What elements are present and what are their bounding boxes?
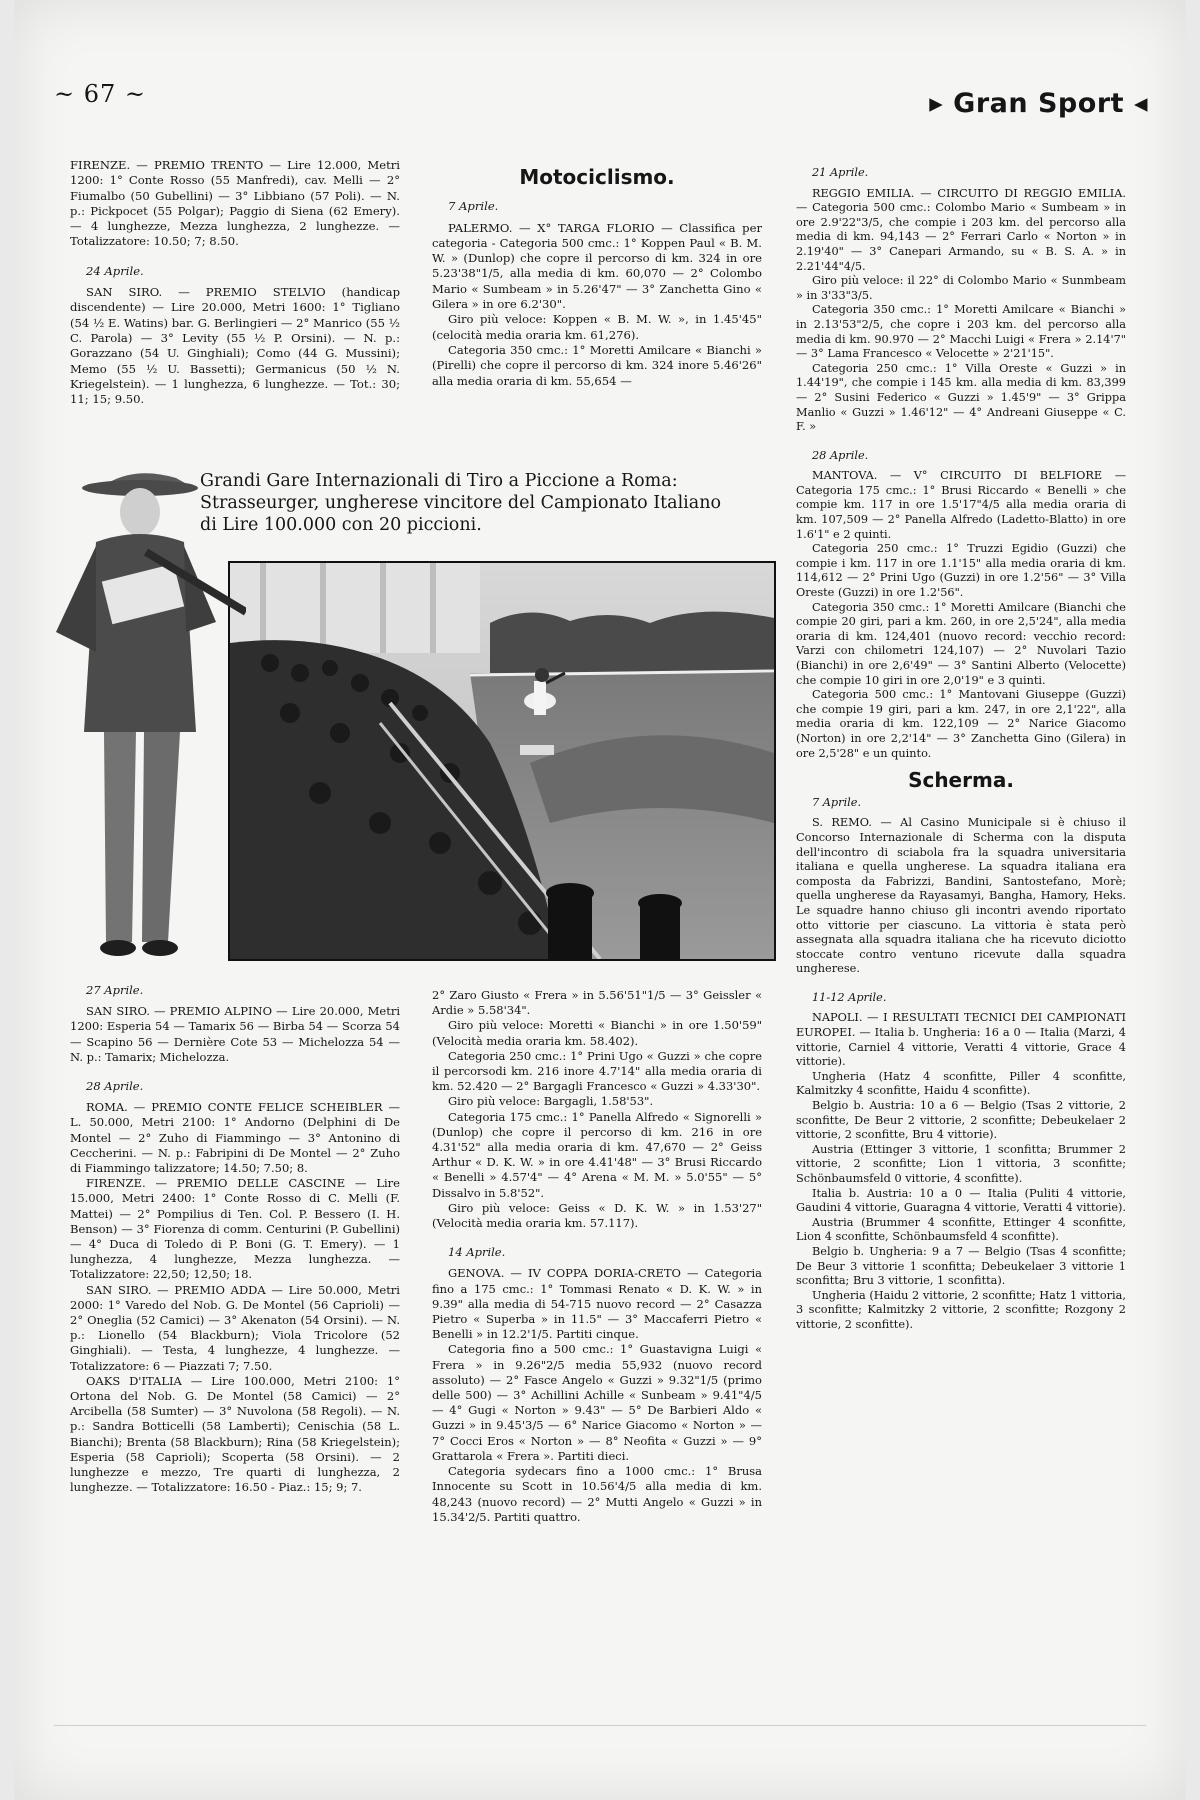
- section-title-scherma: Scherma.: [908, 768, 1014, 793]
- fencing-report: NAPOLI. — I RESULTATI TECNICI DEI CAMPIONATI EUROPEI. — Italia b. Ungheria: 16 a 0 — Italia (Marzi, 4 vittorie, Carniel 4 vittorie, Veratti 4 vittorie, Grace 4 vittorie).: [796, 1011, 1126, 1069]
- fencing-report: S. REMO. — Al Casino Municipale si è chiuso il Concorso Internazionale di Scherma con la disputa dell'incontro di sciabola fra la squadra universitaria italiana e quella ungherese. La squadra italiana era composta da Fabrizzi, Bandini, Santostefano, Morè; quella ungherese da Rayasamyi, Bangha, Hamory, Heks. Le squadre hanno chiuso gli incontri avendo riportato otto vittorie per ciascuno. La vittoria è stata però assegnata alla squadra italiana che ha ricevuto diciotto stoccate contro ventuno ricevute dalla squadra ungherese.: [796, 816, 1126, 976]
- fencing-report: Belgio b. Ungheria: 9 a 7 — Belgio (Tsas 4 sconfitte; De Beur 3 vittorie 1 sconfitta; Debeukelaer 3 vittorie 1 sconfitta; Bru 3 vittorie, 1 sconfitta).: [796, 1244, 1126, 1288]
- column-2-top: [432, 166, 762, 389]
- race-report: Categoria 350 cmc.: 1° Moretti Amilcare « Bianchi » (Pirelli) che copre il percorso di km. 324 inore 5.46'26" alla media oraria di km. 55,654 —: [432, 342, 762, 388]
- race-report: PALERMO. — X° TARGA FLORIO — Classifica per categoria - Categoria 500 cmc.: 1° Koppen Paul « B. M. W. » (Dunlop) che copre il percorso di km. 324 in ore 5.23'38"1/5, alla media di km. 60,070 — 2° Colombo Mario « Sumbeam » in 5.26'47" — 3° Zanchetta Gino « Gilera » in ore 6.2'30".: [432, 220, 762, 312]
- date-heading: 7 Aprile.: [812, 795, 862, 809]
- race-report: Categoria 250 cmc.: 1° Villa Oreste « Guzzi » in 1.44'19", che compie i 145 km. alla media di km. 83,399 — 2° Susini Federico « Guzzi » 1.45'9" — 3° Grippa Manlio « Guzzi » 1.46'12" — 4° Andreani Giuseppe « C. F. »: [796, 361, 1126, 434]
- column-1-bottom: [70, 983, 400, 1496]
- date-heading: 21 Aprile.: [812, 166, 869, 179]
- date-heading: 7 Aprile.: [448, 199, 499, 214]
- photo-headline: Grandi Gare Internazionali di Tiro a Piccione a Roma: Strasseurger, ungherese vincitore del Campionato Italiano di Lire 100.000 con 20 piccioni.: [200, 471, 722, 535]
- shooting-photo: [228, 561, 776, 961]
- race-report: Giro più veloce: Koppen « B. M. W. », in 1.45'45" (celocità media oraria km. 61,276).: [432, 312, 762, 342]
- fencing-report: Austria (Ettinger 3 vittorie, 1 sconfitta; Brummer 2 vittorie, 2 sconfitte; Lion 1 vittoria, 3 sconfitte; Schönbaumsfeld 0 vittorie, 4 sconfitte).: [796, 1142, 1126, 1185]
- bottom-divider: [54, 1725, 1146, 1726]
- race-report: Giro più veloce: Moretti « Bianchi » in ore 1.50'59" (Velocità media oraria km. 58.402).: [432, 1018, 762, 1048]
- race-report: SAN SIRO. — PREMIO ALPINO — Lire 20.000, Metri 1200: Esperia 54 — Tamarix 56 — Birba 54 — Scorza 54 — Scapino 56 — Dernière Cote 53 — Michelozza 54 — N. p.: Tamarix; Michelozza.: [70, 1004, 400, 1064]
- race-report: Categoria 500 cmc.: 1° Mantovani Giuseppe (Guzzi) che compie 19 giri, pari a km. 247, in ore 2,1'22", alla media oraria di km. 122,109 — 2° Narice Giacomo (Norton) in ore 2,2'14" — 3° Zanchetta Gino (Gilera) in ore 2,5'28" e un quinto.: [796, 688, 1126, 760]
- race-report: Categoria 250 cmc.: 1° Truzzi Egidio (Guzzi) che compie i km. 117 in ore 1.1'15" alla media oraria di km. 114,612 — 2° Prini Ugo (Guzzi) in ore 1.2'56" — 3° Villa Oreste (Guzzi) in ore 1.2'56".: [796, 542, 1126, 600]
- magazine-page: [14, 0, 1186, 1800]
- fencing-report: Italia b. Austria: 10 a 0 — Italia (Puliti 4 vittorie, Gaudini 4 vittorie, Guaragna 4 vittorie, Veratti 4 vittorie).: [796, 1186, 1127, 1215]
- page-number-value: 67: [83, 80, 117, 108]
- race-report: GENOVA. — IV COPPA DORIA-CRETO — Categoria fino a 175 cmc.: 1° Tommasi Renato « D. K. W. » in 9.39" alla media di 54-715 nuovo record — 2° Casazza Pietro « Superba » in 11.5" — 3° Maccaferri Pietro « Benelli » in 12.2'1/5. Partiti cinque.: [432, 1266, 762, 1342]
- date-heading: 27 Aprile.: [86, 983, 144, 997]
- fencing-report: Ungheria (Haidu 2 vittorie, 2 sconfitte; Hatz 1 vittoria, 3 sconfitte; Kalmitzky 2 vittorie, 2 sconfitte; Rozgony 2 vittorie, 2 sconfitte).: [796, 1288, 1126, 1331]
- fencing-report: Austria (Brummer 4 sconfitte, Ettinger 4 sconfitte, Lion 4 sconfitte, Schönbaumsfeld 4 sconfitte).: [796, 1215, 1126, 1244]
- race-report: MANTOVA. — V° CIRCUITO DI BELFIORE — Categoria 175 cmc.: 1° Brusi Riccardo « Benelli » che compie km. 117 in ore 1.5'17"4/5 alla media oraria di km. 107,509 — 2° Panella Alfredo (Ladetto-Blatto) in ore 1.6'1" e 2 quinti.: [796, 469, 1126, 541]
- race-report: Categoria fino a 500 cmc.: 1° Guastavigna Luigi « Frera » in 9.26"2/5 media 55,932 (nuovo record assoluto) — 2° Fasce Angelo « Guzzi » 9.32"1/5 (primo delle 500) — 3° Achillini Achille « Sunbeam » 9.41"4/5 — 4° Gugi « Norton » 9.43" — 5° De Barbieri Aldo « Guzzi » in 9.45'3/5 — 6° Narice Giacomo « Norton » — 7° Cocci Eros « Norton » — 8° Neofita « Guzzi » — 9° Grattarola « Frera ». Partiti dieci.: [432, 1342, 762, 1463]
- race-report: FIRENZE. — PREMIO TRENTO — Lire 12.000, Metri 1200: 1° Conte Rosso (55 Manfredi), cav. Melli — 2° Fiumalbo (50 Gubellini) — 3° Libbiano (57 Poli). — N. p.: Pickpocet (55 Polgar); Paggio di Siena (62 Emery). — 4 lunghezze, Mezza lunghezza, 2 lunghezze. — Totalizzatore: 10.50; 7; 8.50.: [70, 158, 400, 249]
- date-heading: 24 Aprile.: [86, 263, 144, 278]
- race-report: Categoria 250 cmc.: 1° Prini Ugo « Guzzi » che copre il percorsodi km. 216 inore 4.7'14" alla media oraria di km. 52.420 — 2° Bargagli Francesco « Guzzi » 4.33'30".: [432, 1048, 762, 1094]
- section-title-motociclismo: Motociclismo.: [519, 165, 675, 189]
- race-report: SAN SIRO. — PREMIO STELVIO (handicap discendente) — Lire 20.000, Metri 1600: 1° Tigliano (54 ½ E. Watins) bar. G. Berlingieri — 2° Manrico (55 ½ C. Parola) — 3° Levity (55 ½ P. Orsini). — N. p.: Gorazzano (54 U. Ginghiali); Como (44 G. Mussini); Memo (55 ½ U. Bassetti); Germanicus (50 ½ N. Kriegelstein). — 1 lunghezza, 6 lunghezze. — Tot.: 30; 11; 15; 9.50.: [70, 285, 400, 407]
- race-report: Categoria 350 cmc.: 1° Moretti Amilcare « Bianchi » in 2.13'53"2/5, che copre i 203 km. del percorso alla media di km. 90.970 — 2° Macchi Luigi « Frera » 2.14'7" — 3° Lama Francesco « Velocette » 2'21'15".: [796, 303, 1126, 361]
- race-report: REGGIO EMILIA. — CIRCUITO DI REGGIO EMILIA. — Categoria 500 cmc.: Colombo Mario « Sumbeam » in ore 2.9'22"3/5, che compie i 203 km. del percorso alla media di km. 94,143 — 2° Ferrari Carlo « Norton » in 2.19'40" — 3° Canepari Armando, su « B. S. A. » in 2.21'44"4/5.: [796, 186, 1126, 273]
- date-heading: 28 Aprile.: [812, 448, 869, 462]
- race-report: 2° Zaro Giusto « Frera » in 5.56'51"1/5 — 3° Geissler « Ardie » 5.58'34".: [432, 988, 762, 1018]
- race-report: Giro più veloce: il 22° di Colombo Mario « Sunmbeam » in 3'33"3/5.: [796, 274, 1126, 302]
- date-heading: 11-12 Aprile.: [812, 990, 887, 1004]
- race-report: ROMA. — PREMIO CONTE FELICE SCHEIBLER — L. 50.000, Metri 2100: 1° Andorno (Delphini di De Montel — 2° Zuho di Fiammingo — 3° Antonino di Ceccherini. — N. p.: Fabripini di De Montel — 2° Zuho di Fiammingo talizzatore; 14.50; 7.50; 8.: [70, 1100, 400, 1176]
- fencing-report: Belgio b. Austria: 10 a 6 — Belgio (Tsas 2 vittorie, 2 sconfitte, De Beur 2 vittorie, 2 sconfitte; Debeukelaer 2 vittorie, 2 sconfitte, Bru 4 vittorie).: [796, 1099, 1126, 1142]
- column-3: [796, 162, 1126, 1333]
- column-1-top: [70, 158, 400, 407]
- date-heading: 14 Aprile.: [448, 1245, 506, 1260]
- race-report: Categoria 350 cmc.: 1° Moretti Amilcare (Bianchi che compie 20 giri, pari a km. 260, in ore 2,5'24", alla media oraria di km. 124,401 (nuovo record: vecchio record: Varzi con chilometri 124,107) — 2° Nuvolari Tazio (Bianchi) in ore 2,6'49" — 3° Santini Alberto (Velocette) che compie 10 giri in ore 2,0'19" e 3 quinti.: [796, 600, 1126, 687]
- fencing-report: Ungheria (Hatz 4 sconfitte, Piller 4 sconfitte, Kalmitzky 4 sconfitte, Haidu 4 sconfitte).: [796, 1069, 1126, 1098]
- race-report: SAN SIRO. — PREMIO ADDA — Lire 50.000, Metri 2000: 1° Varedo del Nob. G. De Montel (56 Caprioli) — 2° Oneglia (52 Camici) — 3° Akenaton (54 Orsini). — N. p.: Lionello (54 Blackburn); Viola Tricolore (52 Ginghiali). — Testa, 4 lunghezze, 4 lunghezze. — Totalizzatore: 6 — Piazzati 7; 7.50.: [70, 1282, 400, 1373]
- race-report: Categoria 175 cmc.: 1° Panella Alfredo « Signorelli » (Dunlop) che copre il percorso di km. 216 in ore 4.31'52" alla media oraria di km. 47,670 — 2° Geiss Arthur « D. K. W. » in ore 4.41'48" — 3° Brusi Riccardo « Benelli » 4.57'4" — 4° Arena « M. M. » 5.0'55" — 5° Dissalvo in 5.8'52".: [432, 1109, 762, 1200]
- page-number: ~ 67 ~: [54, 80, 147, 108]
- race-report: Giro più veloce: Bargagli, 1.58'53".: [448, 1094, 654, 1109]
- date-heading: 28 Aprile.: [86, 1079, 144, 1094]
- race-report: FIRENZE. — PREMIO DELLE CASCINE — Lire 15.000, Metri 2400: 1° Conte Rosso di C. Melli (F. Mattei) — 2° Pompilius di Ten. Col. P. Bessero (I. H. Benson) — 3° Fiorenza di comm. Centurini (P. Gubellini) — 4° Duca di Toledo di P. Boni (G. T. Emery). — 1 lunghezza, 4 lunghezze, Mezza lunghezza. — Totalizzatore: 22,50; 12,50; 18.: [70, 1176, 400, 1282]
- shooting-photo-image: [230, 563, 774, 959]
- magazine-title-text: Gran Sport: [953, 88, 1125, 119]
- magazine-title: ▸ Gran Sport ◂: [929, 88, 1148, 119]
- standing-man-photo: [36, 462, 246, 962]
- race-report: Categoria sydecars fino a 1000 cmc.: 1° Brusa Innocente su Scott in 10.56'4/5 alla media di km. 48,243 (nuovo record) — 2° Mutti Angelo « Guzzi » in 15.34'2/5. Partiti quattro.: [432, 1464, 762, 1524]
- race-report: OAKS D'ITALIA — Lire 100.000, Metri 2100: 1° Ortona del Nob. G. De Montel (58 Camici) — 2° Arcibella (58 Sumter) — 3° Nuvolona (58 Regoli). — N. p.: Sandra Botticelli (58 Lamberti); Cenischia (58 L. Bianchi); Brenta (58 Blackburn); Rina (58 Kriegelstein); Esperia (58 Caprioli); Scoperta (58 Orsini). — 2 lunghezze e mezzo, Tre quarti di lunghezza, 2 lunghezze. — Totalizzatore: 16.50 - Piaz.: 15; 9; 7.: [70, 1373, 400, 1495]
- column-2-bottom: [432, 988, 762, 1525]
- race-report: Giro più veloce: Geiss « D. K. W. » in 1.53'27" (Velocità media oraria km. 57.117).: [432, 1200, 762, 1231]
